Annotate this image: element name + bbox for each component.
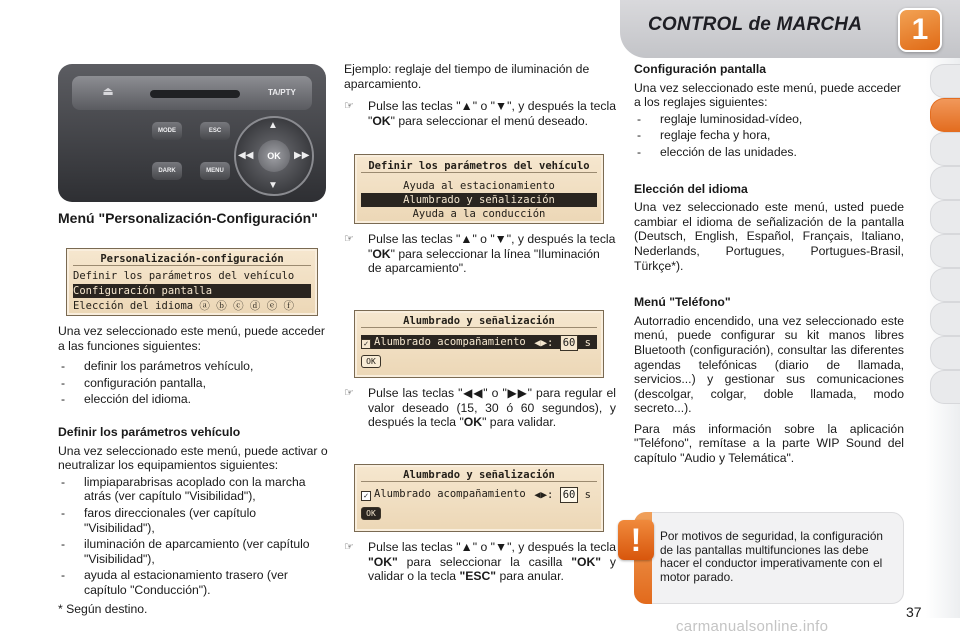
down-arrow-icon: ▼: [494, 99, 508, 114]
up-arrow-icon: ▲: [460, 232, 473, 246]
right-arrow-icon: ▶▶: [506, 386, 528, 400]
screen-personalization: [66, 248, 318, 316]
left-column-body: [58, 324, 328, 622]
screen-title: Alumbrado y señalización: [361, 468, 597, 482]
screen-vehicle-params: [354, 154, 604, 224]
config-title: Configuración pantalla: [634, 62, 767, 76]
side-tab[interactable]: [930, 132, 960, 166]
middle-step-2: [344, 232, 616, 284]
side-tab-active[interactable]: [930, 98, 960, 132]
menu-button: MENU: [200, 162, 230, 180]
language-text: Una vez seleccionado este menú, usted puede cambiar el idioma de señalización de la pantalla (Deutsch, English, Español, Français, Italiano, Nederlands, Portugues, Portugues-Brasil, Türkçe*).: [634, 200, 904, 273]
params-intro: Una vez seleccionado este menú, puede activar o neutralizar los equipamientos siguientes:: [58, 443, 328, 473]
side-tab[interactable]: [930, 336, 960, 370]
side-tab[interactable]: [930, 64, 960, 98]
middle-step-3: [344, 386, 616, 438]
cd-slot-strip: [72, 76, 312, 110]
warning-icon: !: [618, 520, 654, 560]
side-tab[interactable]: [930, 268, 960, 302]
step-3: ☞ Pulse las teclas "◀◀" o "▶▶" para regular el valor deseado (15, 30 ó 60 segundos), y después la tecla "OK" para validar.: [344, 386, 617, 430]
menu-personalization-title: Menú "Personalización-Configuración": [58, 210, 318, 226]
list-item: - faros direccionales (ver capítulo "Visibilidad"),: [58, 506, 328, 535]
page-number: 37: [906, 604, 922, 620]
side-tab[interactable]: [930, 200, 960, 234]
up-arrow-icon: ▲: [460, 540, 473, 554]
duration-value: ◀▶: 60 s: [534, 489, 591, 501]
pointing-hand-icon: ☞: [344, 541, 354, 553]
ok-key: OK: [372, 113, 391, 128]
screen-title: Personalización-configuración: [73, 252, 311, 266]
right-arrow-icon: ▶▶: [294, 150, 310, 161]
language-title: Elección del idioma: [634, 181, 748, 196]
checkbox-checked: ✓: [361, 339, 371, 349]
ok-checkbox: OK: [361, 355, 381, 368]
footnote: * Según destino.: [58, 601, 148, 616]
ok-key: "OK": [368, 554, 398, 569]
step-4: ☞ Pulse las teclas "▲" o "▼", y después la tecla "OK" para seleccionar la casilla "OK" y validar o la tecla "ESC" para anular.: [344, 540, 616, 584]
phone-text: Autorradio encendido, una vez seleccionado este menú, puede configurar su kit manos libres Bluetooth (configuración), consultar las diferentes agendas telefónicas (diario de llamada, servicios...) y gestionar sus comunicaciones (descolgar, colgar, doble llamada, modo secreto...).: [634, 313, 904, 416]
side-tab[interactable]: [930, 166, 960, 200]
step-1: ☞ Pulse las teclas "▲" o "▼", y después la tecla "OK" para seleccionar el menú deseado.: [344, 99, 616, 128]
pointing-hand-icon: ☞: [344, 233, 354, 245]
functions-intro: Una vez seleccionado este menú, puede acceder a las funciones siguientes:: [58, 324, 325, 353]
up-arrow-icon: ▲: [268, 120, 278, 131]
middle-column: [344, 62, 616, 136]
side-tab[interactable]: [930, 302, 960, 336]
mode-button: MODE: [152, 122, 182, 140]
screen-row: Elección del idioma ⓐ ⓑ ⓒ ⓓ ⓔ ⓕ: [73, 300, 295, 312]
list-item: - reglaje fecha y hora,: [634, 128, 904, 143]
example-text: Ejemplo: reglaje del tiempo de iluminación de aparcamiento.: [344, 62, 590, 91]
right-column: [634, 62, 904, 472]
side-tab[interactable]: [930, 370, 960, 404]
screen-lighting-2: [354, 464, 604, 532]
esc-button: ESC: [200, 122, 230, 140]
screen-row: Definir los parámetros del vehículo: [73, 270, 295, 282]
screen-title: Alumbrado y señalización: [361, 314, 597, 328]
duration-value: ◀▶: 60 s: [534, 337, 591, 349]
list-item: - configuración pantalla,: [58, 376, 328, 391]
ok-key: OK: [372, 246, 391, 261]
chapter-badge: 1: [898, 8, 942, 52]
list-item: - definir los parámetros vehículo,: [58, 359, 328, 374]
screen-title: Definir los parámetros del vehículo: [361, 159, 597, 173]
side-tab[interactable]: [930, 234, 960, 268]
screen-row-selected: Configuración pantalla: [73, 284, 311, 298]
ta-pty-label: TA/PTY: [268, 88, 296, 97]
screen-lighting-1: [354, 310, 604, 378]
ok-button: OK: [258, 140, 290, 172]
checkbox-checked: ✓: [361, 491, 371, 501]
step-2: ☞ Pulse las teclas "▲" o "▼", y después la tecla "OK" para seleccionar la línea "Iluminación de aparcamiento".: [344, 232, 616, 276]
ok-key: OK: [463, 415, 483, 430]
page-title: CONTROL de MARCHA: [648, 14, 863, 35]
config-intro: Una vez seleccionado este menú, puede acceder a los reglajes siguientes:: [634, 80, 901, 110]
params-list: [58, 475, 328, 598]
watermark: carmanualsonline.info: [676, 618, 829, 635]
esc-key: "ESC": [459, 569, 497, 584]
dark-button: DARK: [152, 162, 182, 180]
phone-title: Menú "Teléfono": [634, 295, 731, 310]
down-arrow-icon: ▼: [494, 232, 507, 246]
left-arrow-icon: ◀◀: [462, 386, 484, 400]
list-item: - ayuda al estacionamiento trasero (ver capítulo "Conducción").: [58, 568, 328, 597]
params-title: Definir los parámetros vehículo: [58, 424, 241, 439]
screen-row: Ayuda al estacionamiento: [403, 180, 555, 192]
functions-list: [58, 359, 328, 407]
middle-step-4: [344, 540, 616, 592]
screen-row-selected: Alumbrado y señalización: [361, 193, 597, 207]
control-panel-photo: [58, 64, 326, 202]
screen-row-selected: ✓ Alumbrado acompañamiento ◀▶: 60 s: [361, 335, 597, 349]
ok-key: "OK": [571, 554, 602, 569]
screen-row: ✓ Alumbrado acompañamiento ◀▶: 60 s: [361, 487, 597, 501]
warning-text: Por motivos de seguridad, la configuración de las pantallas multifunciones las debe hacer el conductor imperativamente con el motor parado.: [660, 529, 883, 584]
phone-more-info: Para más información sobre la aplicación "Teléfono", remítase a la parte WIP Sound del capítulo "Audio y Telemática".: [634, 421, 904, 466]
list-item: - iluminación de aparcamiento (ver capítulo "Visibilidad"),: [58, 537, 328, 566]
config-list: [634, 112, 904, 160]
list-item: - elección de las unidades.: [634, 145, 904, 160]
screen-row: Ayuda a la conducción: [412, 208, 546, 220]
list-item: - reglaje luminosidad-vídeo,: [634, 112, 904, 127]
list-item: - elección del idioma.: [58, 392, 328, 407]
cd-slot: [150, 90, 240, 98]
pointing-hand-icon: ☞: [344, 387, 354, 399]
down-arrow-icon: ▼: [494, 540, 508, 554]
left-arrow-icon: ◀◀: [238, 150, 254, 161]
down-arrow-icon: ▼: [268, 180, 278, 191]
ok-checkbox-selected: OK: [361, 507, 381, 520]
eject-icon: ⏏: [102, 84, 114, 98]
up-arrow-icon: ▲: [460, 99, 473, 114]
pointing-hand-icon: ☞: [344, 100, 354, 113]
list-item: - limpiaparabrisas acoplado con la marcha atrás (ver capítulo "Visibilidad"),: [58, 475, 328, 504]
left-column: [58, 210, 328, 234]
